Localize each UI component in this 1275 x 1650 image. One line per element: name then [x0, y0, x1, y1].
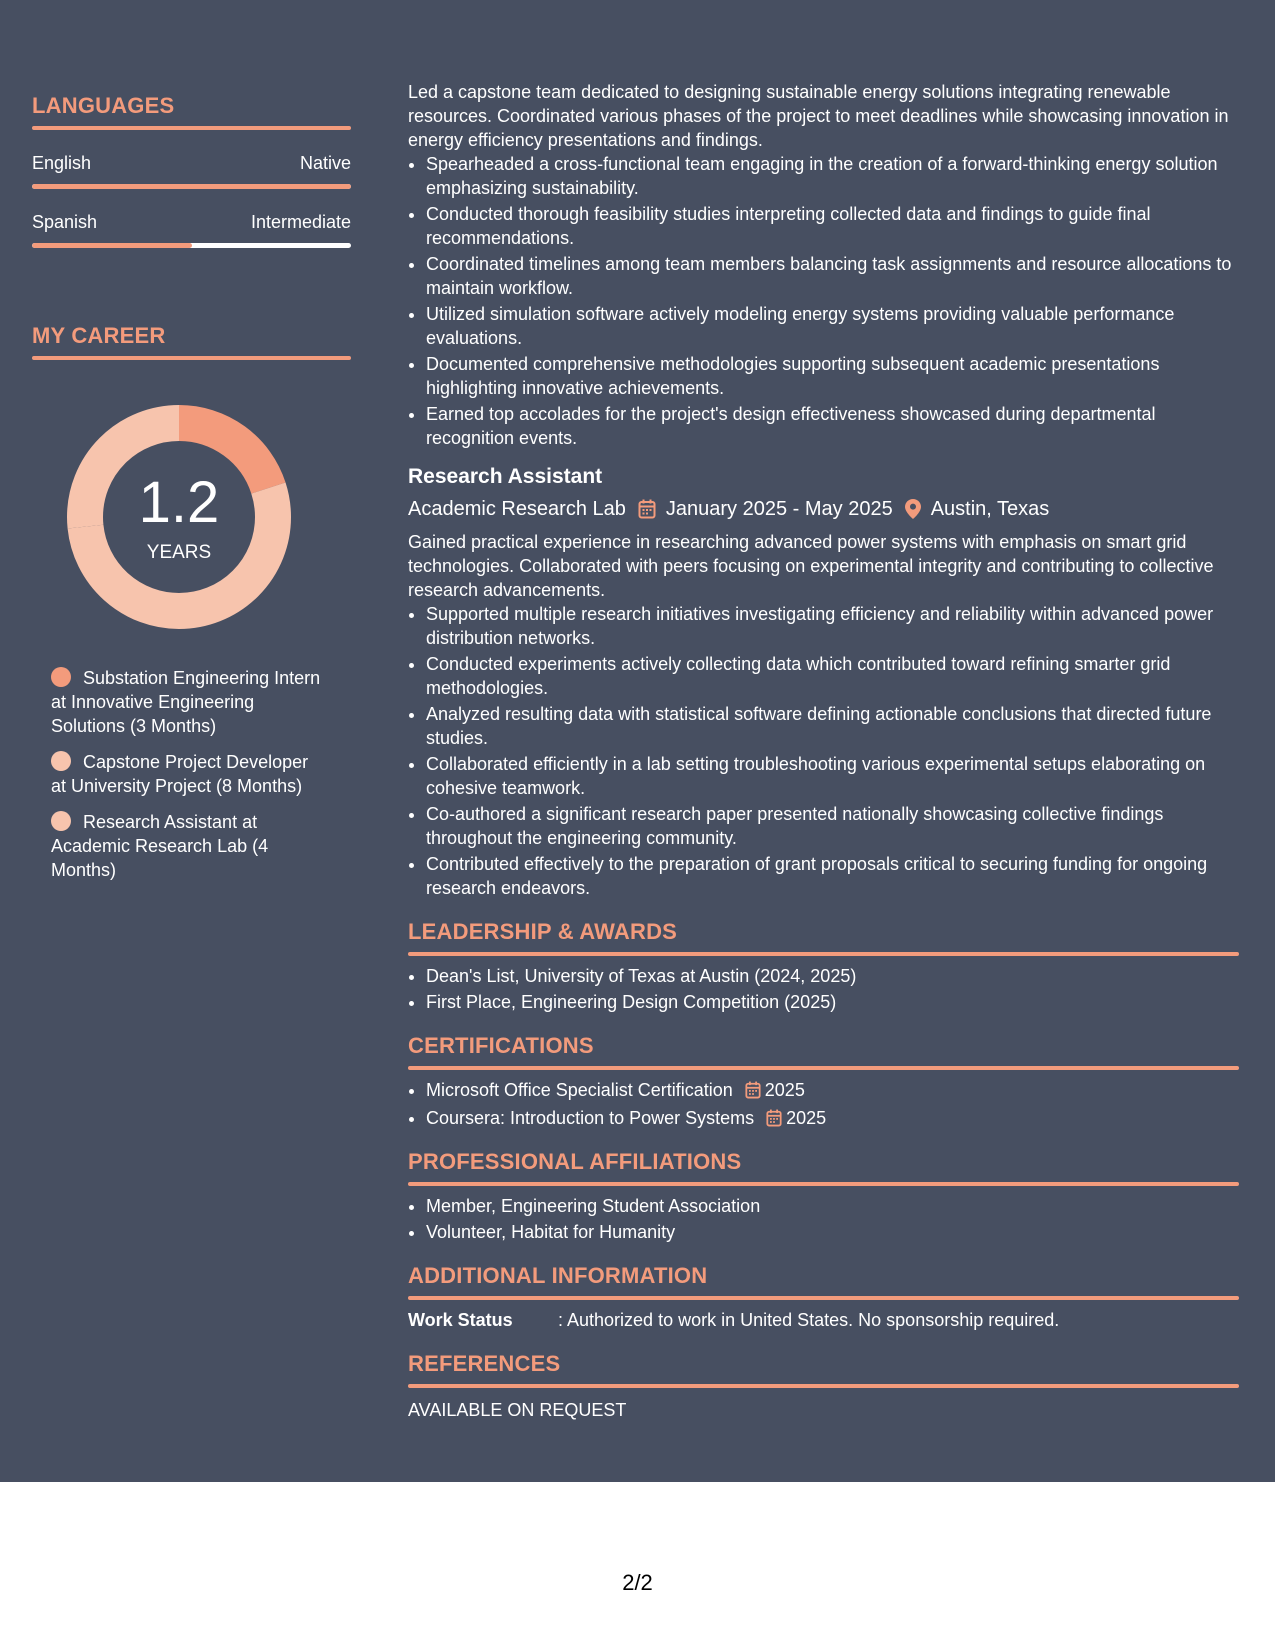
career-title: MY CAREER [32, 323, 166, 348]
list-item: • Utilized simulation software actively modeling energy systems providing valuable performance evaluations. [426, 302, 1239, 350]
list-item: • Supported multiple research initiatives investigating efficiency and reliability within advanced power distribution networks. [426, 602, 1239, 650]
list-item: • Analyzed resulting data with statistical software defining actionable conclusions that directed future studies. [426, 702, 1239, 750]
capstone-bullets [408, 152, 1239, 450]
job-meta [408, 496, 1239, 522]
language-proficiency-fill [32, 184, 351, 189]
career-rule [32, 356, 351, 360]
calendar-icon [766, 1109, 782, 1127]
certifications-section [408, 1032, 1239, 1130]
section-rule [408, 1384, 1239, 1388]
list-item: • Member, Engineering Student Association [426, 1194, 1239, 1218]
certification-year: 2025 [764, 1080, 805, 1100]
section-rule [408, 952, 1239, 956]
language-proficiency-bar [32, 184, 351, 189]
career-legend [51, 666, 321, 882]
calendar-icon [638, 499, 656, 519]
additional-title: ADDITIONAL INFORMATION [408, 1263, 708, 1288]
references-title: REFERENCES [408, 1351, 561, 1376]
left-column [32, 92, 351, 894]
certification-item [426, 1106, 1239, 1130]
location-pin-icon [905, 499, 921, 519]
legend-dot-icon [51, 667, 71, 687]
capstone-description: Led a capstone team dedicated to designing sustainable energy solutions integrating renewable resources. Coordinated various phases of the project to meet deadlines while showcasing innovation in energy efficiency presentations and findings. [408, 82, 1229, 150]
additional-section [408, 1262, 1239, 1332]
career-total-value: 1.2 [138, 470, 220, 535]
job-company: Academic Research Lab [408, 498, 626, 520]
certifications-title: CERTIFICATIONS [408, 1033, 594, 1058]
language-item [32, 211, 351, 248]
list-item: • Spearheaded a cross-functional team engaging in the creation of a forward-thinking energy solution emphasizing sustainability. [426, 152, 1239, 200]
list-item: • Earned top accolades for the project's design effectiveness showcased during departmental recognition events. [426, 402, 1239, 450]
section-rule [408, 1296, 1239, 1300]
job-location: Austin, Texas [930, 498, 1050, 520]
job-title: Research Assistant [408, 465, 603, 488]
career-donut-chart [66, 404, 292, 630]
section-rule [408, 1066, 1239, 1070]
work-status-value: : Authorized to work in United States. No sponsorship required. [558, 1310, 1060, 1330]
legend-dot-icon [51, 811, 71, 831]
affiliations-list [408, 1194, 1239, 1244]
list-item: • Co-authored a significant research paper presented nationally showcasing collective findings throughout the engineering community. [426, 802, 1239, 850]
list-item: • Volunteer, Habitat for Humanity [426, 1220, 1239, 1244]
legend-dot-icon [51, 751, 71, 771]
certification-year: 2025 [786, 1108, 827, 1128]
research-description: Gained practical experience in researching advanced power systems with emphasis on smart grid technologies. Collaborated with peers focusing on experimental integrity and contributing to collective research advancements. [408, 532, 1214, 600]
certifications-list [408, 1078, 1239, 1130]
references-section [408, 1350, 1239, 1422]
references-text: AVAILABLE ON REQUEST [408, 1400, 627, 1420]
leadership-title: LEADERSHIP & AWARDS [408, 919, 678, 944]
list-item: • Conducted experiments actively collecting data which contributed toward refining smarter grid methodologies. [426, 652, 1239, 700]
work-status-label: Work Status [408, 1310, 513, 1330]
list-item: • First Place, Engineering Design Competition (2025) [426, 990, 1239, 1014]
list-item: • Contributed effectively to the preparation of grant proposals critical to securing funding for ongoing research endeavors. [426, 852, 1239, 900]
certification-item [426, 1078, 1239, 1102]
language-proficiency-fill [32, 243, 192, 248]
certification-name: • Coursera: Introduction to Power Systems [426, 1108, 755, 1128]
career-total-unit: YEARS [146, 542, 212, 563]
work-status-row [408, 1308, 1239, 1332]
language-level: Native [299, 153, 351, 173]
affiliations-title: PROFESSIONAL AFFILIATIONS [408, 1149, 742, 1174]
languages-title: LANGUAGES [32, 93, 175, 118]
career-legend-item [51, 810, 321, 882]
right-column [408, 80, 1239, 1422]
list-item: • Collaborated efficiently in a lab setting troubleshooting various experimental setups elaborating on cohesive teamwork. [426, 752, 1239, 800]
language-name: Spanish [32, 212, 98, 232]
research-bullets [408, 602, 1239, 900]
leadership-list [408, 964, 1239, 1014]
list-item: • Coordinated timelines among team members balancing task assignments and resource allocations to maintain workflow. [426, 252, 1239, 300]
page-number: 2/2 [622, 1570, 653, 1595]
leadership-section [408, 918, 1239, 1014]
career-legend-item [51, 666, 321, 738]
section-rule [408, 1182, 1239, 1186]
career-legend-label: Research Assistant at Academic Research Lab (4 Months) [51, 812, 269, 880]
languages-rule [32, 126, 351, 130]
job-dates: January 2025 - May 2025 [665, 498, 893, 520]
career-legend-label: Substation Engineering Intern at Innovative Engineering Solutions (3 Months) [51, 668, 321, 736]
list-item: • Documented comprehensive methodologies supporting subsequent academic presentations highlighting innovative achievements. [426, 352, 1239, 400]
language-name: English [32, 153, 92, 173]
certification-name: • Microsoft Office Specialist Certification [426, 1080, 733, 1100]
language-proficiency-bar [32, 243, 351, 248]
calendar-icon [745, 1081, 761, 1099]
career-legend-item [51, 750, 321, 798]
affiliations-section [408, 1148, 1239, 1244]
list-item: • Conducted thorough feasibility studies interpreting collected data and findings to guide final recommendations. [426, 202, 1239, 250]
language-level: Intermediate [250, 212, 351, 232]
list-item: • Dean's List, University of Texas at Austin (2024, 2025) [426, 964, 1239, 988]
career-legend-label: Capstone Project Developer at University Project (8 Months) [51, 752, 309, 796]
language-item [32, 152, 351, 189]
